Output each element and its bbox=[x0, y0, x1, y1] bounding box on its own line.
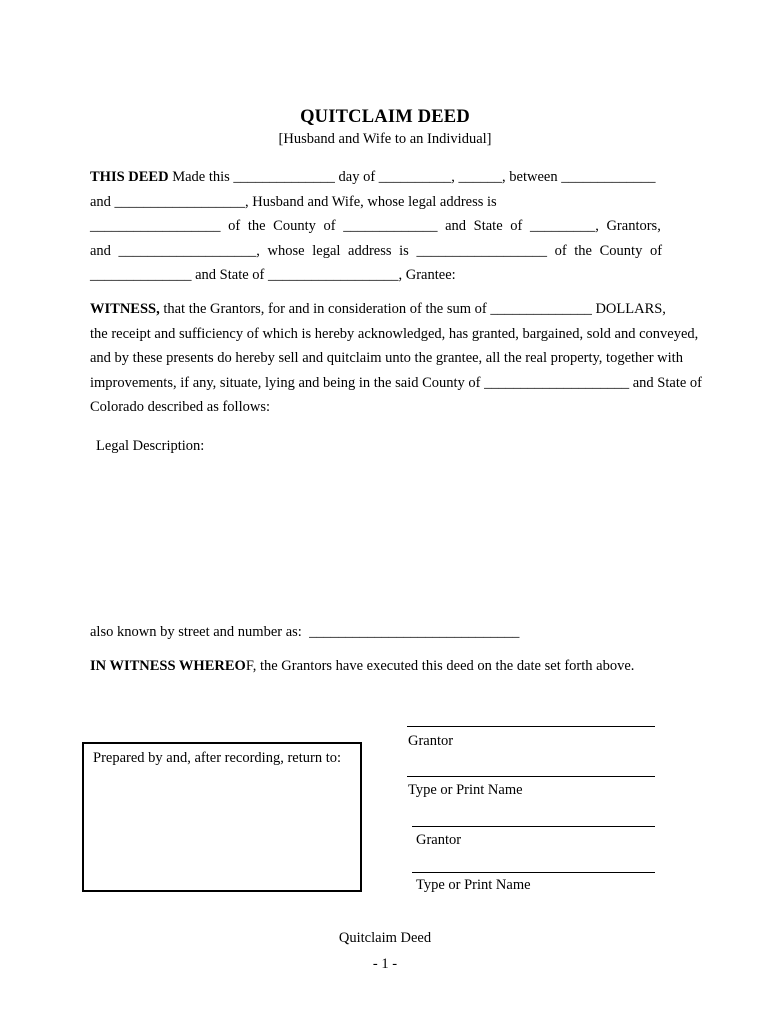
grantor-print-name-line bbox=[407, 776, 655, 777]
witness-clause-text: the receipt and sufficiency of which is hereby acknowledged, has granted, bargained, sold and conveyed, bbox=[90, 325, 699, 342]
witness-clause-line bbox=[90, 371, 730, 396]
legal-description-label: Legal Description: bbox=[96, 438, 205, 454]
print-name-label: Type or Print Name bbox=[408, 782, 523, 798]
deed-clause-text: ______________ and State of __________________, Grantee: bbox=[90, 267, 456, 284]
execution-clause-bold-lead: IN WITNESS WHEREO bbox=[90, 658, 246, 674]
deed-clause-line bbox=[90, 165, 730, 190]
deed-clause-text: and __________________, Husband and Wife, whose legal address is bbox=[90, 193, 497, 210]
deed-clause-line bbox=[90, 190, 730, 215]
grantor-signature-line bbox=[407, 726, 655, 727]
witness-clause-line bbox=[90, 346, 730, 371]
footer-page-number: - 1 - bbox=[372, 956, 398, 972]
deed-clause-text: and ___________________, whose legal address is __________________ of the County of bbox=[90, 242, 663, 259]
witness-clause-bold-lead: WITNESS, bbox=[90, 301, 160, 317]
deed-clause-text: Made this ______________ day of __________, ______, between _____________ bbox=[168, 169, 656, 185]
witness-clause-text: that the Grantors, for and in consideration of the sum of ______________ DOLLARS, bbox=[159, 301, 666, 317]
witness-clause-text: and by these presents do hereby sell and quitclaim unto the grantee, all the real property, together with bbox=[90, 350, 683, 367]
footer-document-name: Quitclaim Deed bbox=[338, 930, 432, 946]
grantor-label: Grantor bbox=[416, 832, 462, 848]
witness-clause-text: improvements, if any, situate, lying and being in the said County of ____________________ and State of bbox=[90, 374, 703, 391]
deed-clause-line bbox=[90, 214, 730, 239]
deed-clause-line bbox=[90, 239, 730, 264]
grantor-signature-line bbox=[412, 826, 655, 827]
document-subtitle: [Husband and Wife to an Individual] bbox=[278, 131, 492, 147]
prepared-by-label: Prepared by and, after recording, return to: bbox=[93, 750, 342, 766]
grantor-label: Grantor bbox=[408, 733, 454, 749]
prepared-by-return-to-box bbox=[82, 742, 362, 892]
witness-clause-text: Colorado described as follows: bbox=[90, 399, 271, 416]
title-block bbox=[0, 106, 770, 148]
witness-clause-line bbox=[90, 322, 730, 347]
document-title: QUITCLAIM DEED bbox=[300, 107, 470, 127]
execution-clause-text: F, the Grantors have executed this deed on the date set forth above. bbox=[245, 658, 635, 674]
deed-clause-text: __________________ of the County of _____________ and State of _________, Grantors, bbox=[90, 218, 661, 235]
witness-clause-line bbox=[90, 395, 730, 420]
grantor-print-name-line bbox=[412, 872, 655, 873]
print-name-label: Type or Print Name bbox=[416, 877, 531, 893]
deed-clause-line bbox=[90, 263, 730, 288]
execution-clause bbox=[90, 656, 634, 676]
deed-clause-paragraph bbox=[90, 165, 730, 288]
street-number-line: also known by street and number as: _____________________________ bbox=[90, 624, 520, 640]
deed-clause-bold-lead: THIS DEED bbox=[90, 169, 169, 185]
witness-clause-line bbox=[90, 297, 730, 322]
witness-clause-paragraph bbox=[90, 297, 730, 420]
